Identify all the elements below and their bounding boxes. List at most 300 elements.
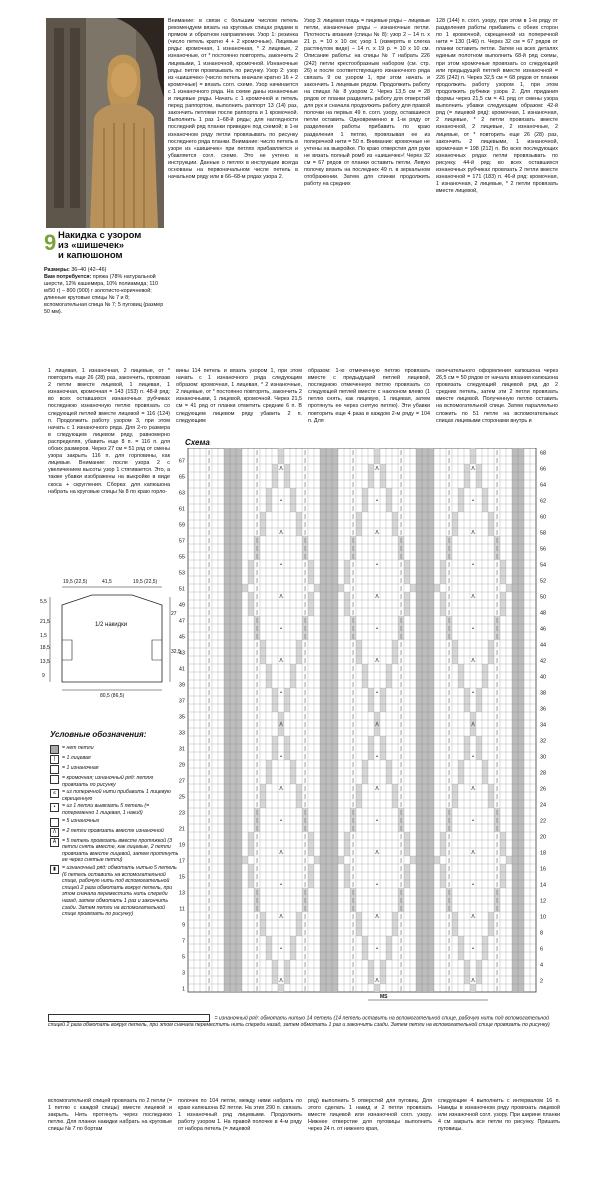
knit-symbol: | bbox=[352, 770, 354, 776]
legend-text: = из 1 петли вывязать 5 петель (= попеременно 1 лицевая, 1 накид) bbox=[62, 803, 150, 816]
stitch-cell bbox=[308, 560, 314, 568]
knit-symbol: | bbox=[400, 986, 402, 992]
knit-symbol: | bbox=[352, 498, 354, 504]
knit-symbol: | bbox=[496, 506, 498, 512]
knit-symbol: | bbox=[304, 794, 306, 800]
stitch-cell bbox=[404, 848, 410, 856]
knit-symbol: | bbox=[304, 466, 306, 472]
knit-symbol: | bbox=[304, 682, 306, 688]
stitch-cell bbox=[344, 840, 350, 848]
knit-symbol: | bbox=[448, 642, 450, 648]
knit-symbol: | bbox=[304, 698, 306, 704]
stitch-cell bbox=[290, 504, 296, 512]
legend-item bbox=[50, 765, 180, 774]
legend-text: = нет петли bbox=[62, 745, 94, 751]
knit-symbol: | bbox=[496, 810, 498, 816]
bobble-symbol: • bbox=[280, 946, 282, 952]
knit-symbol: | bbox=[496, 762, 498, 768]
row-number-right: 60 bbox=[540, 514, 547, 521]
stitch-cell bbox=[452, 792, 458, 800]
legend-item bbox=[50, 745, 180, 754]
stitch-cell bbox=[458, 680, 464, 688]
legend-item bbox=[50, 803, 180, 816]
knit-symbol: | bbox=[448, 834, 450, 840]
stitch-cell bbox=[488, 792, 494, 800]
stitch-cell bbox=[368, 976, 374, 984]
stitch-cell bbox=[452, 912, 458, 920]
knit-symbol: | bbox=[208, 850, 210, 856]
stitch-cell bbox=[392, 512, 398, 520]
knit-symbol: | bbox=[208, 730, 210, 736]
bobble-symbol: • bbox=[376, 946, 378, 952]
knit-symbol: | bbox=[256, 602, 258, 608]
stitch-cell bbox=[362, 680, 368, 688]
stitch-cell bbox=[356, 656, 362, 664]
knit-symbol: | bbox=[304, 570, 306, 576]
knit-symbol: | bbox=[448, 658, 450, 664]
stitch-cell bbox=[278, 448, 284, 456]
knit-symbol: | bbox=[448, 938, 450, 944]
stitch-cell bbox=[290, 768, 296, 776]
bobble-symbol: • bbox=[472, 562, 474, 568]
knit-symbol: | bbox=[496, 578, 498, 584]
stitch-cell bbox=[404, 864, 410, 872]
stitch-cell bbox=[476, 744, 482, 752]
knit-symbol: | bbox=[496, 474, 498, 480]
knit-symbol: | bbox=[256, 586, 258, 592]
bobble-symbol: Λ bbox=[471, 722, 475, 728]
knit-symbol: | bbox=[304, 890, 306, 896]
knit-symbol: | bbox=[448, 602, 450, 608]
knit-symbol: | bbox=[352, 674, 354, 680]
stitch-cell bbox=[266, 664, 272, 672]
stitch-cell bbox=[344, 880, 350, 888]
knit-symbol: | bbox=[448, 538, 450, 544]
stitch-cell bbox=[248, 560, 254, 568]
dim-label: 5,5 bbox=[40, 599, 47, 605]
knit-symbol: | bbox=[208, 714, 210, 720]
text-column-2: Узор 3: лицевая гладь = лицевые ряды – лицевые петли, изнаночные ряды – изнаночные петли. Плотность вязания (спицы № 8): узор 2 – 14 п. х 21 р. = 10 х 10 см; узор 1 (измерять в слегка растянутом виде) – 14 п. х 19 р. = 10 х 10 см. Описание работы: на спицы № 7 набрать 226 (242) петли крестообразным набором (см. стр. 26) и после соответствующего изнаночного ряда связать 9 см узором 1, при этом начать и закончить 1 лицевым рядом. Продолжить работу на спицах № 8 узором 2. Через 13,5 см = 28 рядов от планки разделить работу для отверстий для рук и сначала продолжить работу для правой полочки на первых 49 п. согл. узору, оставшиеся петли оставить. Одновременно в 1-м ряду от разделения работы прибавить по краю разделения 1 петлю, провязывая ее из поперечной нити = 50 п. Внимание: кромочные не учтены на выкройке. По краю отверстия для руки не вязать полный ромб из «шишечек»! Через 32 см = 67 рядов от планки оставить петли. Левую полочку вязать на последних 49 п. в зеркальном отображении. Затем для спинки продолжить работу на средних bbox=[304, 18, 430, 188]
stitch-cell bbox=[260, 800, 266, 808]
row-number-right: 8 bbox=[540, 930, 544, 937]
knit-symbol: | bbox=[496, 514, 498, 520]
stitch-cell bbox=[392, 792, 398, 800]
bobble-symbol: • bbox=[280, 626, 282, 632]
knit-symbol: | bbox=[400, 842, 402, 848]
knit-symbol: | bbox=[448, 522, 450, 528]
knit-symbol: | bbox=[496, 938, 498, 944]
knit-symbol: | bbox=[400, 490, 402, 496]
knit-symbol: | bbox=[304, 946, 306, 952]
stitch-cell bbox=[458, 504, 464, 512]
knit-symbol: | bbox=[400, 786, 402, 792]
knit-symbol: | bbox=[304, 858, 306, 864]
knit-symbol: | bbox=[496, 490, 498, 496]
knit-symbol: | bbox=[208, 778, 210, 784]
stitch-cell bbox=[392, 920, 398, 928]
knit-symbol: | bbox=[304, 706, 306, 712]
knit-symbol: | bbox=[304, 514, 306, 520]
stitch-cell bbox=[386, 952, 392, 960]
knit-symbol: | bbox=[400, 898, 402, 904]
knit-symbol: | bbox=[496, 850, 498, 856]
stitch-cell bbox=[404, 880, 410, 888]
knit-symbol: | bbox=[400, 802, 402, 808]
knit-symbol: | bbox=[304, 954, 306, 960]
knit-symbol: | bbox=[496, 802, 498, 808]
knit-symbol: | bbox=[304, 802, 306, 808]
bobble-symbol: Λ bbox=[375, 530, 379, 536]
knit-symbol: | bbox=[304, 762, 306, 768]
stitch-cell bbox=[482, 504, 488, 512]
stitch-cell bbox=[482, 664, 488, 672]
knit-symbol: | bbox=[496, 730, 498, 736]
row-number-left: 9 bbox=[181, 922, 185, 929]
stitch-cell bbox=[290, 952, 296, 960]
stitch-cell bbox=[440, 880, 446, 888]
knit-symbol: | bbox=[400, 690, 402, 696]
knit-symbol: | bbox=[304, 722, 306, 728]
stitch-cell bbox=[356, 520, 362, 528]
stitch-cell bbox=[500, 832, 506, 840]
row-number-right: 50 bbox=[540, 594, 547, 601]
stitch-cell bbox=[368, 960, 374, 968]
stitch-cell bbox=[410, 856, 416, 864]
knit-symbol: | bbox=[496, 450, 498, 456]
stitch-cell bbox=[374, 712, 380, 720]
stitch-cell bbox=[356, 928, 362, 936]
knit-symbol: | bbox=[352, 754, 354, 760]
bobble-symbol: • bbox=[472, 626, 474, 632]
legend-symbol bbox=[50, 745, 59, 754]
knit-symbol: | bbox=[448, 634, 450, 640]
knit-symbol: | bbox=[304, 666, 306, 672]
knit-symbol: | bbox=[448, 978, 450, 984]
stitch-cell bbox=[464, 480, 470, 488]
knit-symbol: | bbox=[352, 618, 354, 624]
stitch-cell bbox=[488, 640, 494, 648]
knit-symbol: | bbox=[208, 698, 210, 704]
row-number-right: 6 bbox=[540, 946, 544, 953]
knit-symbol: | bbox=[400, 482, 402, 488]
stitch-cell bbox=[266, 672, 272, 680]
schematic-inner-label: 1/2 накидки bbox=[95, 622, 128, 628]
knit-symbol: | bbox=[256, 522, 258, 528]
knit-symbol: | bbox=[352, 730, 354, 736]
stitch-cell bbox=[248, 832, 254, 840]
knit-symbol: | bbox=[448, 890, 450, 896]
stitch-cell bbox=[290, 488, 296, 496]
knit-symbol: | bbox=[448, 546, 450, 552]
knit-symbol: | bbox=[208, 602, 210, 608]
bobble-symbol: Λ bbox=[471, 530, 475, 536]
knit-symbol: | bbox=[208, 634, 210, 640]
stitch-cell bbox=[362, 504, 368, 512]
knit-symbol: | bbox=[256, 634, 258, 640]
knit-symbol: | bbox=[496, 962, 498, 968]
knit-symbol: | bbox=[448, 738, 450, 744]
knit-symbol: | bbox=[496, 594, 498, 600]
knit-symbol: | bbox=[256, 666, 258, 672]
knit-symbol: | bbox=[448, 698, 450, 704]
stitch-cell bbox=[380, 688, 386, 696]
stitch-cell bbox=[374, 984, 380, 992]
knit-symbol: | bbox=[496, 866, 498, 872]
stitch-cell bbox=[440, 832, 446, 840]
row-number-left: 25 bbox=[178, 794, 185, 801]
knit-symbol: | bbox=[304, 818, 306, 824]
knit-symbol: | bbox=[256, 594, 258, 600]
stitch-cell bbox=[476, 688, 482, 696]
stitch-cell bbox=[296, 528, 302, 536]
knit-symbol: | bbox=[256, 818, 258, 824]
knit-symbol: | bbox=[448, 946, 450, 952]
legend-item bbox=[50, 789, 180, 802]
knit-symbol: | bbox=[448, 770, 450, 776]
stitch-cell bbox=[386, 936, 392, 944]
knit-symbol: | bbox=[208, 690, 210, 696]
knit-symbol: | bbox=[256, 754, 258, 760]
stitch-cell bbox=[278, 712, 284, 720]
knit-symbol: | bbox=[304, 962, 306, 968]
knit-symbol: | bbox=[400, 922, 402, 928]
knit-symbol: | bbox=[400, 754, 402, 760]
knit-symbol: | bbox=[256, 674, 258, 680]
knit-symbol: | bbox=[352, 802, 354, 808]
stitch-cell bbox=[248, 864, 254, 872]
stitch-cell bbox=[404, 872, 410, 880]
stitch-cell bbox=[308, 880, 314, 888]
stitch-cell bbox=[362, 936, 368, 944]
stitch-cell bbox=[482, 488, 488, 496]
knit-symbol: | bbox=[304, 866, 306, 872]
row-number-right: 58 bbox=[540, 530, 547, 537]
knit-symbol: | bbox=[352, 722, 354, 728]
stitch-cell bbox=[440, 864, 446, 872]
stitch-cell bbox=[260, 656, 266, 664]
knit-symbol: | bbox=[352, 658, 354, 664]
row-number-right: 62 bbox=[540, 498, 547, 505]
row-number-left: 57 bbox=[178, 538, 185, 545]
chart-title: Схема bbox=[185, 438, 210, 447]
stitch-cell bbox=[452, 528, 458, 536]
knit-symbol: | bbox=[208, 466, 210, 472]
knit-symbol: | bbox=[256, 842, 258, 848]
knit-symbol: | bbox=[400, 450, 402, 456]
knit-symbol: | bbox=[256, 706, 258, 712]
row-number-left: 29 bbox=[178, 762, 185, 769]
knit-symbol: | bbox=[208, 506, 210, 512]
stitch-cell bbox=[278, 728, 284, 736]
knit-symbol: | bbox=[208, 618, 210, 624]
knit-symbol: | bbox=[304, 914, 306, 920]
knit-symbol: | bbox=[448, 762, 450, 768]
stitch-cell bbox=[284, 960, 290, 968]
stitch-cell bbox=[434, 856, 440, 864]
stitch-cell bbox=[392, 640, 398, 648]
knit-symbol: | bbox=[304, 778, 306, 784]
row-number-left: 39 bbox=[178, 682, 185, 689]
knit-symbol: | bbox=[400, 698, 402, 704]
stitch-cell bbox=[470, 712, 476, 720]
knit-symbol: | bbox=[352, 554, 354, 560]
stitch-cell bbox=[404, 592, 410, 600]
knit-symbol: | bbox=[448, 914, 450, 920]
row-number-right: 22 bbox=[540, 818, 547, 825]
stitch-cell bbox=[308, 608, 314, 616]
knit-symbol: | bbox=[304, 626, 306, 632]
row-number-left: 67 bbox=[178, 458, 185, 465]
knit-symbol: | bbox=[208, 834, 210, 840]
knit-symbol: | bbox=[352, 746, 354, 752]
text-column-1: Внимание: в связи с большим числом петель рекомендуем вязать на круговых спицах рядами в прямом и обратном направлении. Узор 1: резинка (число петель кратно 4 + 2 кромочные). Лицевые ряды: кромочная, 1 изнаночная, * 2 лицевые, 2 изнаночные, от * постоянно повторять, закончить 2 лицевыми, 1 изнаночной, кромочной. Изнаночные ряды: петли провязывать по рисунку. Узор 2: узор из «шишечек» (число петель вначале кратно 16 + 2 кромочные) = вязать согл. схеме. Узор начинается с 1 изнаночного ряда. На схеме даны изнаночные и лицевые ряды. Начать с 1 кромочной и петель перед раппортом, выполнить раппорт 13 (14) раз, закончить петлями после раппорта и 1 кромочной. Выполнить 1 раз 1–68-й ряды; для наглядности последний ряд планки приведен под схемой; в 1-м изнаночном ряду петли провязывать по рисунку последнего ряда планки. Внимание: число петель в узоре из «шишечек» при петлях прибавляется и убавляется согл. схеме. Это не учтено в инструкции. Данные о петлях в инструкции всегда основаны на первоначальном числе петель в начальном ряду или в 66–68-м рядах узора 2. bbox=[168, 18, 298, 181]
knit-symbol: | bbox=[256, 954, 258, 960]
knit-symbol: | bbox=[448, 458, 450, 464]
knit-symbol: | bbox=[208, 898, 210, 904]
knit-symbol: | bbox=[256, 682, 258, 688]
stitch-cell bbox=[488, 512, 494, 520]
knit-symbol: | bbox=[496, 530, 498, 536]
knit-symbol: | bbox=[352, 834, 354, 840]
stitch-cell bbox=[362, 760, 368, 768]
knit-symbol: | bbox=[400, 746, 402, 752]
knit-symbol: | bbox=[400, 858, 402, 864]
knit-symbol: | bbox=[256, 978, 258, 984]
knit-symbol: | bbox=[448, 578, 450, 584]
knit-symbol: | bbox=[496, 498, 498, 504]
knit-symbol: | bbox=[352, 962, 354, 968]
legend-text: = 1 изнаночная bbox=[62, 765, 99, 771]
stitch-cell bbox=[368, 472, 374, 480]
legend-item bbox=[50, 838, 180, 864]
stitch-cell bbox=[356, 800, 362, 808]
text-column-5: вины 114 петель и вязать узором 1, при этом начать с 1 изнаночного ряда следующим образом: кромочная, 1 лицевая, * 2 изнаночные, 2 лицевые, от * постоянно повторять, закончить 2 изнаночными, 1 лицевой, кромочной. Через 21,5 см = 41 ряд от планки отметить средние 6 п. В следующем лицевом ряду убавить 2 п. следующим bbox=[176, 368, 302, 424]
knit-symbol: | bbox=[496, 674, 498, 680]
knit-symbol: | bbox=[256, 482, 258, 488]
bobble-symbol: Λ bbox=[471, 786, 475, 792]
knit-symbol: | bbox=[448, 690, 450, 696]
legend-symbol: A bbox=[50, 838, 59, 847]
knit-symbol: | bbox=[256, 690, 258, 696]
stitch-cell bbox=[272, 968, 278, 976]
legend-symbol: • bbox=[50, 803, 59, 812]
knit-symbol: | bbox=[448, 818, 450, 824]
stitch-cell bbox=[308, 592, 314, 600]
legend-text: = 5 изнаночных bbox=[62, 817, 100, 824]
knit-symbol: | bbox=[496, 650, 498, 656]
knit-symbol: | bbox=[352, 786, 354, 792]
stitch-cell bbox=[272, 472, 278, 480]
stitch-cell bbox=[356, 912, 362, 920]
knit-symbol: | bbox=[496, 754, 498, 760]
knit-symbol: | bbox=[352, 594, 354, 600]
stitch-cell bbox=[380, 752, 386, 760]
stitch-cell bbox=[290, 776, 296, 784]
stitch-cell bbox=[308, 576, 314, 584]
row-number-left: 65 bbox=[178, 474, 185, 481]
stitch-cell bbox=[500, 560, 506, 568]
stitch-cell bbox=[458, 760, 464, 768]
knit-symbol: | bbox=[256, 938, 258, 944]
knit-symbol: | bbox=[496, 610, 498, 616]
bobble-symbol: Λ bbox=[279, 722, 283, 728]
title-line: из «шишечек» bbox=[58, 240, 125, 251]
knit-symbol: | bbox=[400, 970, 402, 976]
knit-symbol: | bbox=[448, 850, 450, 856]
knit-symbol: | bbox=[352, 514, 354, 520]
legend-item bbox=[50, 775, 180, 788]
stitch-cell bbox=[296, 920, 302, 928]
stitch-cell bbox=[308, 848, 314, 856]
knit-symbol: | bbox=[208, 922, 210, 928]
knit-symbol: | bbox=[496, 826, 498, 832]
stitch-cell bbox=[380, 976, 386, 984]
row-number-right: 46 bbox=[540, 626, 547, 633]
legend-text: = кромочная; изнаночный ряд: петлю провязать по рисунку bbox=[62, 775, 154, 788]
bobble-symbol: Λ bbox=[279, 658, 283, 664]
stitch-cell bbox=[380, 464, 386, 472]
stitch-cell bbox=[464, 472, 470, 480]
knit-symbol: | bbox=[352, 586, 354, 592]
knit-symbol: | bbox=[448, 746, 450, 752]
knit-symbol: | bbox=[448, 650, 450, 656]
knit-symbol: | bbox=[496, 842, 498, 848]
knit-symbol: | bbox=[352, 890, 354, 896]
bobble-symbol: • bbox=[472, 754, 474, 760]
knit-symbol: | bbox=[208, 554, 210, 560]
knit-symbol: | bbox=[304, 714, 306, 720]
knit-symbol: | bbox=[400, 658, 402, 664]
stitch-cell bbox=[482, 776, 488, 784]
knit-symbol: | bbox=[352, 794, 354, 800]
knit-symbol: | bbox=[256, 794, 258, 800]
stitch-cell bbox=[284, 752, 290, 760]
stitch-cell bbox=[308, 600, 314, 608]
knit-symbol: | bbox=[304, 450, 306, 456]
knit-symbol: | bbox=[256, 970, 258, 976]
knit-symbol: | bbox=[352, 866, 354, 872]
knit-symbol: | bbox=[448, 754, 450, 760]
knit-symbol: | bbox=[304, 498, 306, 504]
title-line: Накидка с узором bbox=[58, 230, 142, 241]
knit-symbol: | bbox=[256, 746, 258, 752]
stitch-cell bbox=[434, 584, 440, 592]
dim-label: 18,5 bbox=[40, 645, 50, 651]
knit-symbol: | bbox=[448, 450, 450, 456]
knit-symbol: | bbox=[256, 474, 258, 480]
bobble-symbol: Λ bbox=[471, 978, 475, 984]
knit-symbol: | bbox=[352, 898, 354, 904]
knit-symbol: | bbox=[400, 522, 402, 528]
knit-symbol: | bbox=[304, 562, 306, 568]
knit-symbol: | bbox=[304, 602, 306, 608]
knit-symbol: | bbox=[400, 882, 402, 888]
knit-symbol: | bbox=[400, 594, 402, 600]
stitch-cell bbox=[458, 488, 464, 496]
knit-symbol: | bbox=[448, 466, 450, 472]
stitch-cell bbox=[488, 656, 494, 664]
bobble-symbol: Λ bbox=[471, 850, 475, 856]
dim-label: 19,5 (22,5) bbox=[63, 579, 88, 585]
stitch-cell bbox=[248, 880, 254, 888]
knit-symbol: | bbox=[208, 474, 210, 480]
knit-symbol: | bbox=[400, 650, 402, 656]
knit-symbol: | bbox=[352, 978, 354, 984]
row-number-right: 66 bbox=[540, 466, 547, 473]
text-column-9: полочек по 104 петли, между ними набрать по краю капюшона 82 петли. На этих 290 п. связать 1 изнаночный ряд лицевыми. Продолжить работу узором 1. На правой полочке в 4-м ряду от набора петель (= лицевой bbox=[178, 1098, 302, 1133]
knit-symbol: | bbox=[304, 490, 306, 496]
stitch-cell bbox=[296, 792, 302, 800]
